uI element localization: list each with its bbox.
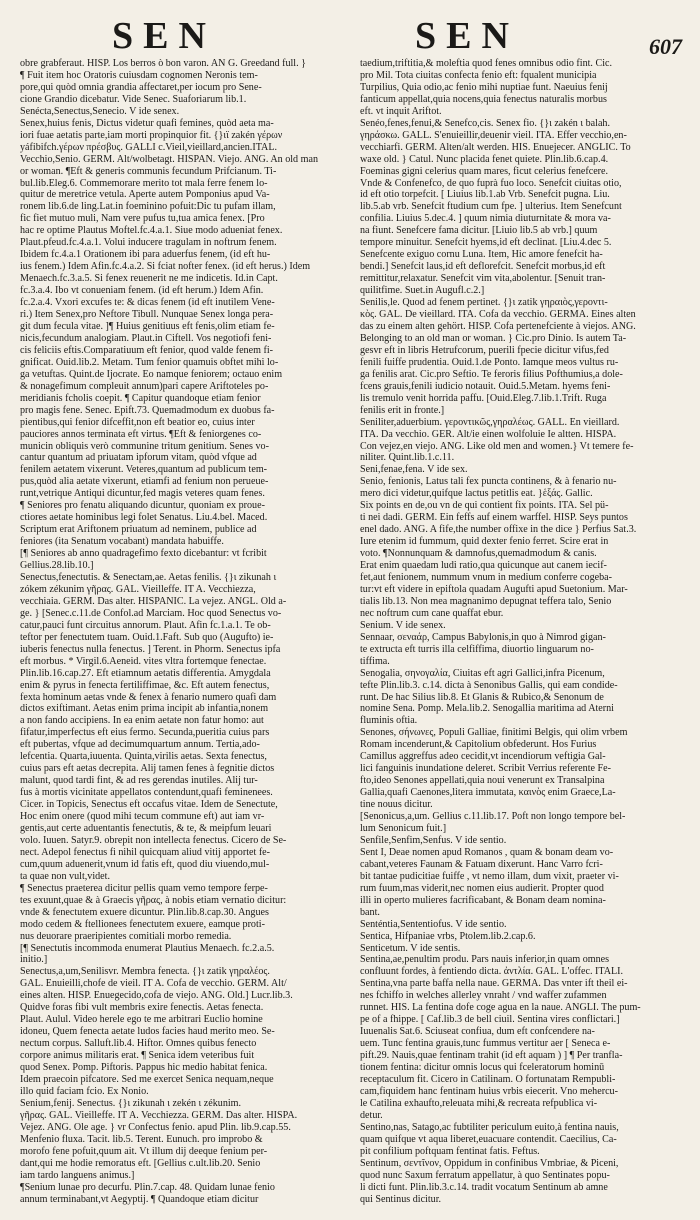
text-line: GAL. Enuieilli,chofe de vieil. IT A. Cofa de vecchio. GERM. Alt/ xyxy=(20,978,287,990)
text-line: cione Grandio dicebatur. Vide Senec. Suaforiarum lib.1. xyxy=(20,93,247,105)
text-line: cum,quum aduenerit,vnum id fatis eft, quod diu viuendo,mul- xyxy=(20,858,270,870)
text-line: κὸς. GAL. De vieillard. ITA. Cofa da vecchio. GERMA. Eines alten xyxy=(360,309,636,321)
text-line: [¶ Seniores ab anno quadragefimo fexto dicebantur: vt fcribit xyxy=(20,548,267,560)
text-line: Sentinum, σεντῖνον, Oppidum in confinibus Vmbriae, & Piceni, xyxy=(360,1157,619,1169)
page-number: 607 xyxy=(649,34,682,59)
text-line: Turpilius, Quia odio,ac fenio mihi nuptiae funt. Naeuius fenij xyxy=(360,81,608,93)
text-line: eft pubertas, vfque ad decimumquartum annum. Tertia,ado- xyxy=(20,739,260,751)
text-line: nect. Adepol fenectus fi nihil quicquam aliud vitij apportet fe- xyxy=(20,846,271,858)
text-line: fenilem aetatem vixerunt. Veteres,quantum ad publicum tem- xyxy=(20,464,268,476)
text-line: runt. De hac Silius lib.8. Et Glanis & Rubico,& Senonum de xyxy=(360,691,604,703)
text-line: detur. xyxy=(360,1109,383,1121)
text-line: tempore minuitur. Senefcit hyems,id eft declinat. [Liu.4.dec 5. xyxy=(360,237,612,249)
text-line: confluunt fordes, à fentiendo dicta. ἀντλία. GAL. L'offec. ITALI. xyxy=(360,966,624,978)
text-line: ti nei dadi. GERM. Ein feffs auf einem warffel. HISP. Seys puntos xyxy=(360,512,628,524)
text-line: Gellius.28.lib.10.] xyxy=(20,560,94,572)
text-line: pore,qui quòd omnia grandia affectaret,per iocum pro Sene- xyxy=(20,81,262,93)
text-line: fic fiet mutuo muli, Nam vere pufus tu,tua amica fenex. [Pro xyxy=(20,213,265,225)
text-line: meridianis fcholis coepit. ¶ Capitur quandoque etiam fenior xyxy=(20,392,261,404)
text-line: catur,pauci funt circuitus annorum. Plaut. Afin fc.1.a.1. Te ob- xyxy=(20,619,271,631)
text-line: corpore animus militaris erat. ¶ Senica idem veteribus fuit xyxy=(20,1050,255,1062)
text-line: iori fuae aetatis parte,iam morti propinquior fit. {}ιϊ zakén γέρων xyxy=(20,129,283,141)
text-line: ri.) Item Senex,pro Neftore Tibull. Nunquae Senex longa pera- xyxy=(20,309,274,321)
text-line: Sentica, Hifpaniae vrbs, Ptolem.lib.2.cap.6. xyxy=(360,930,536,942)
text-line: Six points en de,ou vn de qui contient fix points. ITA. Sel pü- xyxy=(360,500,609,512)
text-line: tine nouus dicitur. xyxy=(360,799,433,811)
text-line: iam tardo languens animus.] xyxy=(20,1169,135,1181)
text-line: fanticum appellat,quia nocens,quia fenectus naturalis morbus xyxy=(360,93,607,105)
text-line: municin obliquis verò communine tritum genitium. Senes vo- xyxy=(20,440,269,452)
text-line: Plin.lib.16.cap.27. Eft etiamnum aetatis differentia. Amygdala xyxy=(20,667,271,679)
text-line: Camillus aggreffus adeo cecidit,vt incendiorum veftigia Gal- xyxy=(360,751,606,763)
text-line: ¶ Seniores pro fenatu aliquando dicuntur, quoniam ex proue- xyxy=(20,500,265,512)
text-line: Senefcente exiguo cornu Luna. Item, Hic amore fenefcit ha- xyxy=(360,249,603,261)
text-line: qui Sentinus dicitur. xyxy=(360,1193,442,1205)
text-line: fet,aut fenionem, nummum vnum in medium conferre cogeba- xyxy=(360,571,612,583)
text-line: Senones, σήνωνες, Populi Galliae, finitimi Belgis, qui olim vrbem xyxy=(360,727,628,739)
text-line: Senténtia,Sententiofus. V ide sentio. xyxy=(360,918,507,930)
text-line: Vnde & Confenefco, de quo fuprà fuo loco. Senefcit ciuitas otio, xyxy=(360,177,622,189)
text-line: fexta hominum aetas vnde & fenex à fenario numero quafi dam xyxy=(20,691,277,703)
text-line: tialis lib.13. Non mea magnanimo depugnat teffera talo, Senio xyxy=(360,595,612,607)
text-line: tefte Plin.lib.3. c.14. dicta à Senonibus Gallis, qui eam condide- xyxy=(360,679,618,691)
text-line: Senfile,Senfim,Senfus. V ide sentio. xyxy=(360,834,507,846)
text-line: nes fchiffo in welches allerley vnraht / vnd waffer zufammen xyxy=(360,990,607,1002)
text-line: nicis,fecundum analogiam. Plaut.in Ciftell. Vos negotiofi feni- xyxy=(20,332,272,344)
text-line: Senilis,le. Quod ad fenem pertinet. {}ι zatik γηραιὸς,γεροντι- xyxy=(360,297,608,309)
text-line: pientibus,qui fenior difceffit,non eft beatior eo, cuius inter xyxy=(20,416,255,428)
text-line: rum fuum,mas viderit,nec nomen eius audierit. Propter quod xyxy=(360,882,604,894)
text-line: cantur quantum ad priuatam ipforum vitam, quòd vfque ad xyxy=(20,452,257,464)
text-line: voto. ¶Nonnunquam & damnofus,quemadmodum & canis. xyxy=(360,548,597,560)
text-line: & nonagefimum compleuit annum)pari capere Ariftoteles po- xyxy=(20,380,269,392)
text-line: Sennaar, σεναάρ, Campus Babylonis,in quo à Nimrod gigan- xyxy=(360,631,606,643)
text-line: quam quifque vt aqua liberet,euacuare contendit. Caecilius, Ca- xyxy=(360,1133,617,1145)
text-line: Senium,fenij. Senectus. {}ι zikunah ι zekén ι zékunim. xyxy=(20,1097,242,1109)
text-line: pift.29. Nauis,quae fentinam trahit (id eft aquam ) ] ¶ Per tranfla- xyxy=(360,1050,623,1062)
text-line: lum Senonicum fuit.] xyxy=(360,823,447,834)
text-line: Senécta,Senectus,Senecio. V ide senex. xyxy=(20,105,180,117)
text-line: Vecchio,Senio. GERM. Alt/wolbetagt. HISPAN. Viejo. ANG. An old man xyxy=(20,153,318,165)
text-line: niliter. Quint.lib.1.c.11. xyxy=(360,452,455,464)
text-line: Senio, fenionis, Latus tali fex puncta continens, & à fenario nu- xyxy=(360,476,617,488)
text-line: cabant,veteres Faunam & Fatuam dixerunt. Hanc Varro fcri- xyxy=(360,858,603,870)
text-line: ctiores aetate hominibus legi folet Senatus. Liu.4.bel. Maced. xyxy=(20,512,268,524)
text-line: pro magis fene. Senec. Epift.73. Quemadmodum ex duobus fa- xyxy=(20,404,275,416)
text-line: initio.] xyxy=(20,954,48,966)
text-line: illi in operto mulieres facrificabant, & Bonam deam nomina- xyxy=(360,894,606,906)
text-line: remittitur,relaxatur. Senefcit vim vita,abolentur. [Senuit tran- xyxy=(360,273,606,285)
text-line: Senéo,fenes,fenui,& Senefco,cis. Senex fio. {}ι zakén ι balah. xyxy=(360,117,610,129)
text-line: lefcentia. Quarta,iuuenta. Quinta,virilis aetas. Sexta fenectus, xyxy=(20,751,267,763)
text-line: uem. Tunc fentina grauis,tunc fummus vertitur aer [ Seneca e- xyxy=(360,1038,611,1050)
text-line: mero dici videtur,quifque lactus petitlis eat. }ἑξάς. Gallic. xyxy=(360,488,593,500)
text-line: malunt, quod tardi fint, & ad res gerendas inutiles. Alij tur- xyxy=(20,775,258,787)
running-head-left: SEN xyxy=(112,15,216,57)
text-line: Sentina,ae,penultim produ. Pars nauis inferior,in quam omnes xyxy=(360,954,610,966)
text-line: [Senonicus,a,um. Gellius c.11.lib.17. Poft non longo tempore bel- xyxy=(360,811,626,823)
text-line: tionem fentina: dicitur omnis locus qui fceleratorum hominū xyxy=(360,1062,605,1074)
text-line: γηράσκω. GALL. S'enuieillir,deuenir vieil. ITA. Effer vecchio,en- xyxy=(360,129,627,141)
text-line: Menaech.fc.3.a.5. Si fenex reuenerit ne me indicetis. Id.in Capt. xyxy=(20,273,278,285)
text-line: Seniliter,aduerbium. γεροντικῶς,γηραλέως. GALL. En vieillard. xyxy=(360,416,620,428)
text-line: fenili fuiffe prudentia. Ouid.1.de Ponto. Iamque meos vultus ru- xyxy=(360,356,619,368)
text-line: tur:vt eft videre in epiftola quadam Augufti apud Suetonium. Mar- xyxy=(360,583,628,595)
text-line: receptaculum fit. Cicero in Catilinam. O fortunatam Rempubli- xyxy=(360,1074,616,1086)
text-line: pus,quòd alia aetate vixerunt, etiamfi ad fenium non perueue- xyxy=(20,476,269,488)
text-line: Menfenio fluxa. Tacit. lib.5. Terent. Eunuch. pro improbo & xyxy=(20,1133,263,1145)
text-line: fto,ideo Senones appellati,quia noui venerunt ex Transalpina xyxy=(360,775,605,787)
text-line: Plaut. Aulul. Video herele ego te me arbitrari Euclio homine xyxy=(20,1014,263,1026)
text-line: Quidve foras fibi vult membris exire fenectis. Aetas fenecta. xyxy=(20,1002,264,1014)
text-line: a non fando accipiens. In ea enim aetate non fatur homo: aut xyxy=(20,715,264,727)
text-line: Iuuenalis Sat.6. Sciuseat confiua, dum eft confcendere na- xyxy=(360,1026,595,1038)
text-line: dictos exiftimant. Aetas enim prima incipit ab infantia,nonem xyxy=(20,703,269,715)
text-line: Foeminas gigni celerius quam mares, ficut celerius fenefcere. xyxy=(360,165,609,177)
text-line: Senectus,a,um,Senilisvr. Membra fenecta. {}ι zatik γηραλέος. xyxy=(20,966,270,978)
right-column xyxy=(360,58,685,1208)
text-line: feniores (ita Senatum vocabant) mandata habuiffe. xyxy=(20,536,224,548)
text-line: Sentina,vna parte baffa nella naue. GERMA. Das vnter ift theil ei- xyxy=(360,978,628,990)
text-line: gnificat. Ouid.lib.2. Metam. Tum fenior quamuis obftet mihi lo- xyxy=(20,356,279,368)
text-line: vnde & fenectutem exuere dicuntur. Plin.lib.8.cap.30. Angues xyxy=(20,906,269,918)
text-line: ronem lib.6.de ling.Lat.in foeminino pofuit:Dic tu pufam illam, xyxy=(20,201,276,213)
text-line: nus deuorare praeripientes comitiali morbo remedia. xyxy=(20,930,232,942)
text-line: cam,fiquidem hanc fentinam huius vrbis eiecerit. Vno mehercu- xyxy=(360,1085,618,1097)
running-head-right: SEN xyxy=(415,15,519,57)
text-line: hac re optime Plautus Moftel.fc.4.a.1. Siue modo adueniat fenex. xyxy=(20,225,283,237)
text-line: morofo fene pofuit,quum ait. Vt illum dij deeque fenium per- xyxy=(20,1145,268,1157)
text-line: obre grabferaut. HISP. Los berros ò bon varon. AN G. Greedand full. } xyxy=(20,58,307,69)
text-line: ius fenem.) Idem Afin.fc.4.a.2. Si fciat nofter fenex. (id eft herus.) Idem xyxy=(20,261,311,273)
text-line: bul.lib.Eleg.6. Commemorare merito tot mala ferre fenem lo- xyxy=(20,177,268,189)
text-line: Romam incenderunt,& Capitolium obfederunt. Hos Furius xyxy=(360,739,597,751)
text-line: Senium. V ide senex. xyxy=(360,619,446,631)
text-line: ITA. Da vecchio. GER. Alt/ie einen wolfoluie Ie altten. HISPA. xyxy=(360,428,617,440)
text-line: cuius pars eft aetas decrepita. Alij tamen fenes à fegnitie dictos xyxy=(20,763,275,775)
text-line: gesvr eft in libris Hetrufcorum, puerili fpecie dicitur vifus,fed xyxy=(360,344,609,356)
text-line: Seni,fenae,fena. V ide sex. xyxy=(360,464,468,476)
text-line: Senticetum. V ide sentis. xyxy=(360,942,461,954)
text-line: ¶Senium lunae pro decurfu. Plin.7.cap. 48. Quidam lunae fenio xyxy=(20,1181,275,1193)
text-line: Iure etenim id fummum, quid dexter fenio ferret. Scire erat in xyxy=(360,536,609,548)
text-line: fluminis oftia. xyxy=(360,715,418,727)
left-column xyxy=(20,58,340,1208)
text-line: quod Senex. Pomp. Piftoris. Pappus hic medio habitat fenica. xyxy=(20,1062,268,1074)
text-line: [¶ Senectutis incommoda enumerat Plautius Menaech. fc.2.a.5. xyxy=(20,942,275,954)
text-line: Idem praecoin pifcatore. Sed me exercet Senica nequam,neque xyxy=(20,1074,274,1086)
text-line: id eft otio torpefcit. [ Liuius lib.1.ab Vrb. Senefcit pugna. Liu. xyxy=(360,189,610,201)
text-line: Plaut.pfeud.fc.4.a.1. Volui inducere tragulam in noftrum fenem. xyxy=(20,237,277,249)
text-line: ta quae non vult,videt. xyxy=(20,870,110,882)
text-line: ga fenilis arat. Cic.pro Seftio. Te feroris filius Pofthumius,a dole- xyxy=(360,368,623,380)
text-line: Scriptum erat Ariftonem priuatum ad neminem, publice ad xyxy=(20,524,257,536)
text-line: le Catilina exhaufto,releuata mihi,& recreata refpublica vi- xyxy=(360,1097,598,1109)
text-line: quod nunc Saxum ferratum appellatur, à quo Sentinates popu- xyxy=(360,1169,610,1181)
text-line: or woman. ¶Eft & generis communis fecundum Prifcianum. Ti- xyxy=(20,165,277,177)
text-line: Vejez. ANG. Ole age. } vr Confectus fenio. apud Plin. lib.9.cap.55. xyxy=(20,1121,291,1133)
text-line: fenilis erit in fronte.] xyxy=(360,404,445,416)
text-line: confilia. Liuius 5.dec.4. ] quum nimia diuturnitate & mora va- xyxy=(360,213,611,225)
text-line: Senex,huius fenis, Dictus videtur quafi femines, quòd aeta ma- xyxy=(20,117,274,129)
text-line: fcens grauis,fenili iudicio notauit. Ouid.5.Metam. hyems feni- xyxy=(360,380,611,392)
text-line: quilitfime. Suet.in Augufl.c.2.] xyxy=(360,285,485,297)
text-line: teftor per fenectutem tuam. Ouid.1.Faft. Sub quo (Augufto) ie- xyxy=(20,631,274,643)
text-line: pauciores annos terminata eft virtus. ¶Eft & feniorgenes co- xyxy=(20,428,262,440)
text-line: fus à mortis vicinitate appellatos contendunt,quafi feminenees. xyxy=(20,787,273,799)
text-line: waxe old. } Catul. Nunc placida fenet quiete. Plin.lib.6.cap.4. xyxy=(360,153,609,165)
text-line: Belonging to an old man or woman. } Cic.pro Dinio. Is autem Ta- xyxy=(360,332,627,344)
text-line: Con vejez,en viejo. ANG. Like old men and women.} Vt temere fe- xyxy=(360,440,634,452)
text-line: zókem zékunim γῆρας. GAL. Vieilleffe. IT A. Vecchiezza, xyxy=(20,583,256,595)
text-line: nectum corpus. Salluft.lib.4. Hiftor. Omnes quibus fenecto xyxy=(20,1038,257,1050)
text-line: fc.3.a.4. Ibo vt conueniam fenem. (id eft herum.) Idem Afin. xyxy=(20,285,264,297)
text-line: ga vetuftas. Quint.de Ijocrate. Eo namque feniorem; octauo enim xyxy=(20,368,283,380)
text-line: Sent I, Deae nomen apud Romanos , quam & bonam deam vo- xyxy=(360,846,614,858)
text-line: pe of a fhippe. [ Caf.lib.3 de bell ciuil. Sentina vires conflictari.] xyxy=(360,1014,620,1026)
text-line: runnet. HIS. La fentina dofe coge agua en la naue. ANGLI. The pum- xyxy=(360,1002,641,1014)
text-line: quitur de meretrice vetula. Aperte autem Pomponius apud Va- xyxy=(20,189,270,201)
text-line: na fiunt. Senefcere fama dicitur. [Liuio lib.5 ab vrb.] quum xyxy=(360,225,598,237)
text-line: volo. Iuuen. Satyr.9. obrepit non intellecta fenectus. Cicero de Se- xyxy=(20,834,287,846)
text-line: pit confilium poftquam fentinat fatis. Feftus. xyxy=(360,1145,540,1157)
text-line: tes exuunt,quae & à Graecis γῆρας, à nobis etiam vernatio dicitur: xyxy=(20,894,287,906)
text-line: bendi.] Senefcit laus,id eft deflorefcit. Senefcit morbus,id eft xyxy=(360,261,606,273)
text-line: bit tantae pudicitiae fuiffe , vt nemo illam, dum vixit, praeter vi- xyxy=(360,870,619,882)
text-line: Ibidem fc.4.a.1 Orationem ibi para aduerfus fenem, (id eft hu- xyxy=(20,249,271,261)
text-line: lis tremulo venit horrida paffu. [Ouid.Eleg.7.lib.1.Trift. Ruga xyxy=(360,392,607,404)
text-line: ge. } [Senec.c.11.de Confol.ad Marciam. Hoc quod Senectus vo- xyxy=(20,607,282,619)
text-line: cis feliciis eftis.Comparatiuum eft fenior, quod valde fenem fi- xyxy=(20,344,273,356)
text-line: Hoc enim onere (quod mihi tecum commune eft) aut iam vr- xyxy=(20,811,265,823)
text-line: li dicti funt. Plin.lib.3.c.14. tradit vocatum Sentinum ab amne xyxy=(360,1181,608,1193)
text-line: yáfibifch.γέρων πρέσβυς. GALLI c.Vieil,vieillard,ancien.ITAL. xyxy=(20,141,278,153)
text-line: Erat enim quaedam ludi ratio,qua quicunque aut canem iecif- xyxy=(360,560,607,572)
text-line: nec noftrum cum cane quaffat ebur. xyxy=(360,607,504,619)
text-line: Cicer. in Topicis, Senectus eft occafus vitae. Idem de Senectute, xyxy=(20,799,278,811)
text-line: das zu einem alten gehört. HISP. Cofa pertenefciente à viejos. ANG. xyxy=(360,320,636,332)
text-line: git dum fecula vitae. ]¶ Huius genitiuus eft fenis,olim etiam fe- xyxy=(20,320,275,332)
text-line: nomine Sena. Pomp. Mela.lib.2. Senogallia maritima ad Aterni xyxy=(360,703,614,715)
text-line: lib.5.ab vrb. Senefcit ftudium cum fpe. ] ulterius. Item Senefcunt xyxy=(360,201,622,213)
text-line: dant,qui me hodie remoratus eft. [Gellius c.ult.lib.20. Senio xyxy=(20,1157,261,1169)
text-line: taedium,triftitia,& moleftia quod fenes omnibus odio fint. Cic. xyxy=(360,58,613,69)
text-line: fc.2.a.4. Vxori excufes te: & dicas fenem (id eft inutilem Vene- xyxy=(20,297,275,309)
text-line: gentis,aut certe aduentantis fenectutis, & te, & meipfum leuari xyxy=(20,823,272,834)
text-line: iuberis fenectus nulla fenectus. ] Terent. in Phorm. Senectus ipfa xyxy=(20,643,281,655)
text-line: Senogalia, σηνογαλία, Ciuitas eft agri Gallici,infra Picenum, xyxy=(360,667,605,679)
text-line: enim & pyrus in fenecta fertiliffimae, &c. Eft autem fenectus, xyxy=(20,679,270,691)
text-line: tiffima. xyxy=(360,655,390,667)
text-line: eines alten. HISP. Enuegecido,cofa de viejo. ANG. Old.] Lucr.lib.3. xyxy=(20,990,293,1002)
text-line: ¶ Fuit item hoc Oratoris cuiusdam cognomen Neronis tem- xyxy=(20,69,258,81)
text-line: bant. xyxy=(360,906,380,918)
text-line: Gallia,quafi Caenones,litera immutata, καινὸς enim Graece,La- xyxy=(360,787,616,799)
text-line: runt,vetrique Antiqui dicuntur,fed magis veteres quam fenes. xyxy=(20,488,265,500)
text-line: ¶ Senectus praeterea dicitur pellis quam vemo tempore ferpe- xyxy=(20,882,268,894)
text-line: vecchiarfi. GERM. Alten/alt werden. HIS. Enuejecer. ANGLIC. To xyxy=(360,141,631,153)
text-line: pro Mil. Tota ciuitas confecta fenio eft: fqualent municipia xyxy=(360,69,597,81)
text-line: Sentino,nas, Satago,ac fubtiliter periculum euito,à fentina nauis, xyxy=(360,1121,619,1133)
text-line: illo quid faciam fcio. Ex Nonio. xyxy=(20,1085,149,1097)
text-line: enel dado. ANG. A fife,the number offixe in the dice } Perfius Sat.3. xyxy=(360,524,637,536)
text-line: fifatur,imperfectus eft eius fermo. Secunda,pueritia cuius pars xyxy=(20,727,270,739)
text-line: te extructa eft turris illa celfiffima, diuortio linguarum no- xyxy=(360,643,594,655)
text-line: idoneu, Quem fenecta aetate ludos facies haud merito meo. Se- xyxy=(20,1026,275,1038)
text-line: γῆρας. GAL. Vieilleffe. IT A. Vecchiezza. GERM. Das alter. HISPA. xyxy=(20,1109,298,1121)
text-line: eft morbus. * Virgil.6.Aeneid. vites vltra fortemque fenectae. xyxy=(20,655,267,667)
text-line: vecchiaia. GERM. Das alter. HISPANIC. La vejez. ANGL. Old a- xyxy=(20,595,287,607)
page-header xyxy=(0,6,700,64)
text-line: Senectus,fenectutis. & Senectam,ae. Aetas fenilis. {}ι zikunah ι xyxy=(20,571,277,583)
text-line: annum terminabant,vt Aegyptij. ¶ Quandoque etiam dicitur xyxy=(20,1193,259,1205)
text-line: lici fanguinis inundatione deleret. Scribit Verrius referente Fe- xyxy=(360,763,611,775)
text-line: modo cedem & ftellionees fenectutem exuere, eamque proti- xyxy=(20,918,265,930)
text-line: eft. vt inquit Ariftot. xyxy=(360,105,442,117)
